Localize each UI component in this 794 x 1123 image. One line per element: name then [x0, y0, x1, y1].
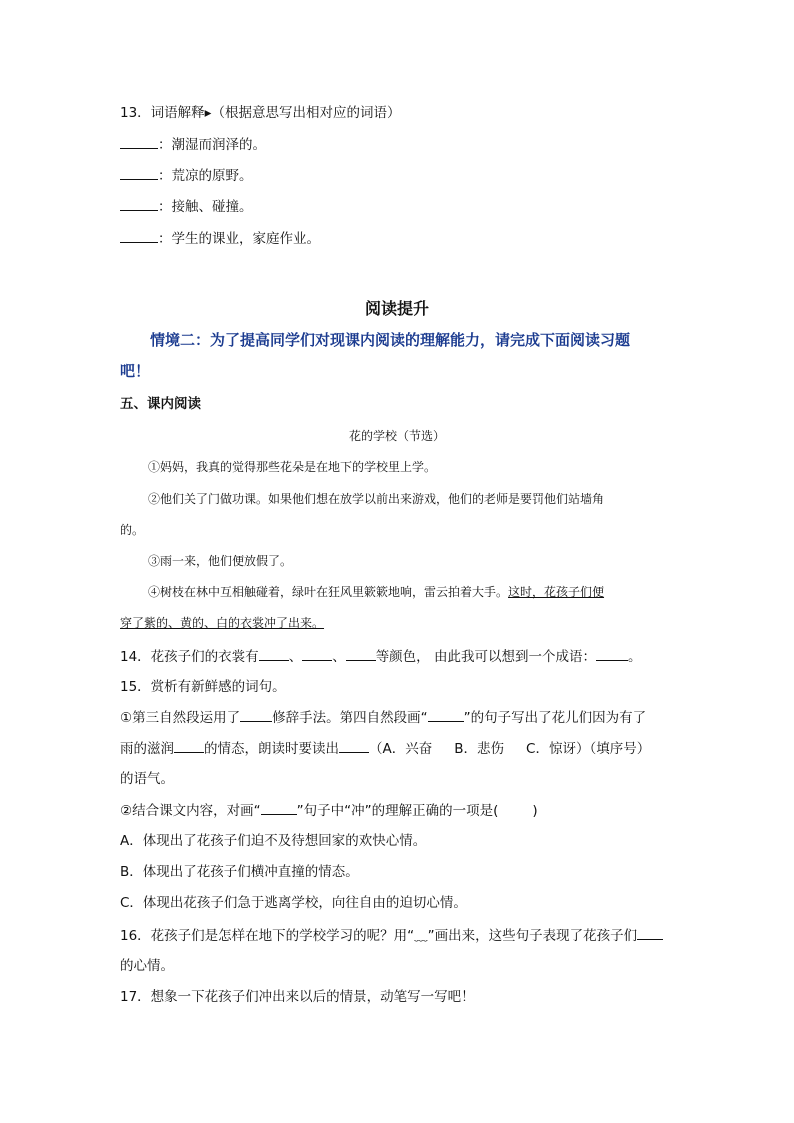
q15-text: 雨的滋润: [120, 741, 174, 757]
answer-blank[interactable]: [120, 197, 158, 211]
situation-line-1: 情境二：为了提高同学们对现课内阅读的理解能力，请完成下面阅读习题: [150, 331, 631, 349]
q13-item-text: ：荒凉的原野。: [158, 168, 253, 184]
q15-s1-line2: [120, 739, 650, 758]
q15-text: 修辞手法。第四自然段画“: [272, 710, 428, 726]
q16-text: ”画出来，这些句子表现了花孩子们: [427, 928, 638, 944]
q13-item-4: [120, 229, 320, 248]
underlined-sentence: 这时，花孩子们便: [508, 585, 605, 599]
q13-item-text: ：学生的课业，家庭作业。: [158, 231, 320, 247]
q13-title: [120, 104, 400, 122]
q15-text: ): [532, 803, 538, 819]
answer-blank[interactable]: [302, 647, 332, 661]
passage-para-4a: [148, 583, 604, 601]
passage-para-2b: 的。: [120, 523, 145, 537]
q15-s1-line1: [120, 708, 646, 727]
q15-text: ②结合课文内容，对画“: [120, 803, 261, 819]
answer-blank[interactable]: [596, 647, 628, 661]
wavy-line-mark: ﹏: [414, 928, 428, 944]
option-c: C．惊讶）（填序号）: [526, 741, 651, 757]
q15-text: ”的句子写出了花儿们因为有了: [463, 710, 647, 726]
option-a: （A．兴奋: [369, 741, 433, 757]
answer-blank[interactable]: [240, 708, 272, 722]
answer-blank[interactable]: [120, 229, 158, 243]
section-title: 阅读提升: [364, 299, 429, 318]
q14-sep: 、: [288, 649, 303, 665]
passage-para-2a: ②他们关了门做功课。如果他们想在放学以前出来游戏，他们的老师是要罚他们站墙角: [148, 492, 605, 506]
q15-text: 的情态，朗读时要读出: [204, 741, 339, 757]
q13-item-text: ：接触、碰撞。: [158, 199, 253, 215]
q13-item-1: [120, 135, 266, 154]
q14-text: 。: [627, 649, 642, 665]
q16-line2: 的心情。: [120, 958, 174, 974]
answer-blank[interactable]: [261, 801, 297, 815]
q13-item-2: [120, 166, 253, 185]
q15-title: 15．赏析有新鲜感的词句。: [120, 679, 286, 695]
q14-text: 等颜色， 由此我可以想到一个成语：: [375, 649, 596, 665]
situation-line-2: 吧！: [120, 362, 151, 380]
q16-line1: [120, 926, 663, 945]
part5-heading: 五、课内阅读: [120, 396, 201, 412]
choice-c[interactable]: C．体现出花孩子们急于逃离学校，向往自由的迫切心情。: [120, 895, 467, 911]
answer-blank[interactable]: [346, 647, 376, 661]
q13-item-3: [120, 197, 253, 216]
q15-text: ①第三自然段运用了: [120, 710, 241, 726]
passage-title: 花的学校（节选）: [348, 429, 445, 443]
passage-para-1: ①妈妈，我真的觉得那些花朵是在地下的学校里上学。: [148, 460, 437, 474]
q13-item-text: ：潮湿而润泽的。: [158, 137, 266, 153]
choice-a[interactable]: A．体现出了花孩子们迫不及待想回家的欢快心情。: [120, 833, 427, 849]
q16-text: 16．花孩子们是怎样在地下的学校学习的呢？用“: [120, 928, 415, 944]
answer-blank[interactable]: [637, 926, 663, 940]
answer-blank[interactable]: [259, 647, 289, 661]
q15-s2: [120, 801, 538, 820]
q14: [120, 647, 641, 666]
passage-para-3: ③雨一来，他们便放假了。: [148, 554, 293, 568]
passage-para-4b: [120, 614, 324, 632]
answer-blank[interactable]: [174, 739, 204, 753]
answer-blank[interactable]: [120, 166, 158, 180]
underlined-sentence: 穿了紫的、黄的、白的衣裳冲了出来。: [120, 616, 325, 630]
choice-b[interactable]: B．体现出了花孩子们横冲直撞的情态。: [120, 864, 359, 880]
q13-title-text: 13．词语解释▸（根据意思写出相对应的词语）: [120, 105, 401, 121]
answer-blank[interactable]: [428, 708, 464, 722]
q14-sep: 、: [332, 649, 346, 665]
q17: 17．想象一下花孩子们冲出来以后的情景，动笔写一写吧！: [120, 989, 475, 1005]
passage-text: ④树枝在林中互相触碰着，绿叶在狂风里簌簌地响，雷云拍着大手。: [148, 585, 509, 599]
option-b: B．悲伤: [454, 741, 505, 757]
q14-text: 14．花孩子们的衣裳有: [120, 649, 259, 665]
q15-s1-line3: 的语气。: [120, 771, 174, 787]
answer-blank[interactable]: [120, 135, 158, 149]
q15-text: ”句子中“冲”的理解正确的一项是(: [296, 803, 499, 819]
answer-blank[interactable]: [339, 739, 369, 753]
